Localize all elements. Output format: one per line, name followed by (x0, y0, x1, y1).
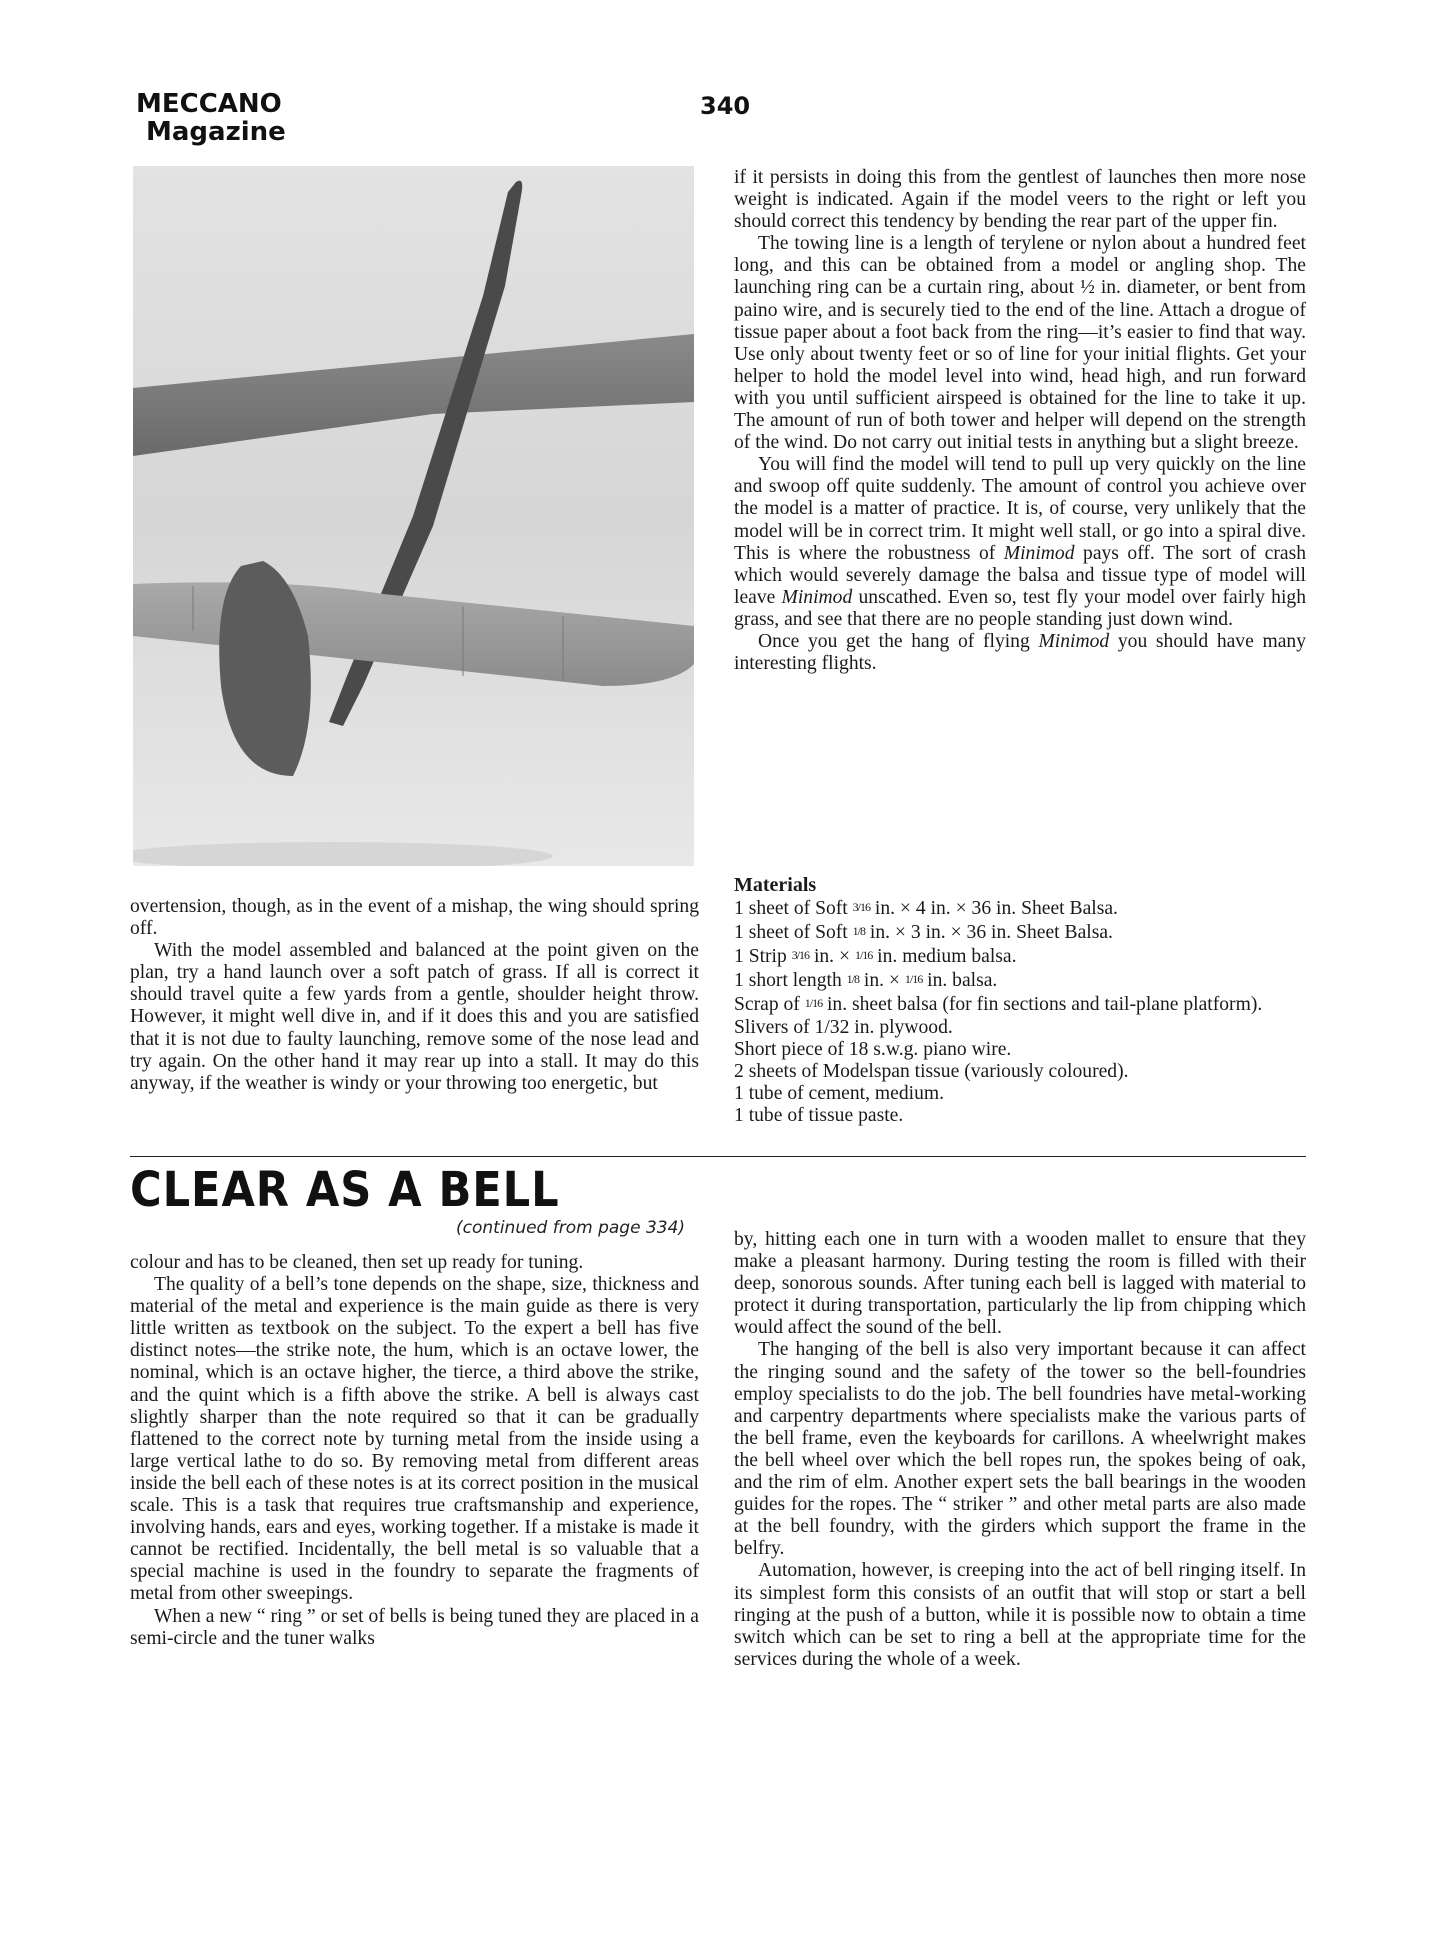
article-left-bottom (130, 1252, 699, 1650)
materials-items (734, 896, 1324, 1127)
text-run: 1 tube of cement, medium. (734, 1082, 945, 1104)
text-run: in. sheet balsa (for fin sections and tail-plane platform). (822, 994, 1263, 1016)
text-run: 1 Strip (734, 946, 792, 968)
masthead-subtitle: Magazine (146, 117, 286, 147)
materials-item (734, 1061, 1324, 1083)
materials-item (734, 1017, 1324, 1039)
paragraph (734, 454, 1306, 631)
text-run: 1 tube of tissue paste. (734, 1104, 904, 1126)
article-left-top (130, 896, 699, 1095)
masthead (136, 90, 286, 146)
fraction: 1/8 (846, 972, 859, 987)
materials-item (734, 920, 1324, 944)
paragraph: When a new “ ring ” or set of bells is being tuned they are placed in a semi-circle and the tuner walks (130, 1605, 699, 1649)
materials-item (734, 896, 1324, 920)
materials-item (734, 968, 1324, 992)
model-name: Minimod (1003, 542, 1075, 564)
paragraph: With the model assembled and balanced at the point given on the plan, try a hand launch over a soft patch of grass. If all is correct it should travel quite a few yards from a gentle, shoulder height throw. However, it might well dive in, and if it does this and you are satisfied that it is not due to faulty launching, remove some of the nose lead and try again. On the other hand it may rear up into a stall. It may do this anyway, if the weather is windy or your throwing too energetic, but (130, 940, 699, 1094)
model-name: Minimod (1038, 630, 1110, 652)
masthead-title: MECCANO (136, 89, 282, 119)
text-run: Once you get the hang of flying (758, 630, 1039, 652)
continued-note: (continued from page 334) (456, 1218, 686, 1238)
materials-item (734, 1105, 1324, 1127)
text-run: Scrap of (734, 994, 805, 1016)
materials-item (734, 992, 1324, 1016)
materials-item (734, 1083, 1324, 1105)
paragraph: colour and has to be cleaned, then set up ready for tuning. (130, 1252, 584, 1273)
fraction: 1/16 (904, 972, 923, 987)
materials-heading: Materials (734, 874, 817, 896)
text-run: 2 sheets of Modelspan tissue (variously coloured). (734, 1060, 1129, 1082)
model-name: Minimod (781, 586, 853, 608)
paragraph: The towing line is a length of terylene or nylon about a hundred feet long, and this can be obtained from a model or angling shop. The launching ring can be a curtain ring, about ½ in. diameter, or bent from paino wire, and is securely tied to the end of the line. Attach a drogue of tissue paper about a foot back from the ring—it’s easier to find that way. Use only about twenty feet or so of line for your initial flights. Get your helper to hold the model level into wind, head high, and run forward with you until sufficient airspeed is obtained for the line to take it up. The amount of run of both tower and helper will depend on the strength of the wind. Do not carry out initial tests in anything but a slight breeze. (734, 233, 1306, 454)
materials-item (734, 1039, 1324, 1061)
materials-item (734, 944, 1324, 968)
text-run: 1 short length (734, 970, 847, 992)
fraction: 1/16 (804, 996, 823, 1011)
fraction: 3/16 (791, 948, 810, 963)
text-run: in. balsa. (922, 970, 998, 992)
page-number: 340 (700, 92, 751, 120)
text-run: 1 sheet of Soft (734, 898, 853, 920)
fraction: 1/16 (854, 948, 873, 963)
text-run: you should have many interesting flights. (734, 630, 1306, 675)
text-run: in. medium balsa. (872, 946, 1017, 968)
paragraph: The quality of a bell’s tone depends on the shape, size, thickness and material of the metal and experience is the main guide as there is very little written as textbook on the subject. To the expert a bell has five distinct notes—the strike note, the hum, which is an octave lower, the nominal, which is an octave higher, the tierce, a third above the strike, and the quint which is a fifth above the strike. A bell is always cast slightly sharper than the note required so that it can be gradually flattened to the correct note by turning metal from the inside using a large vertical lathe to do so. By removing metal from different areas inside the bell each of these notes is at its correct position in the musical scale. This is a task that requires true craftsmanship and experience, involving hands, ears and eyes, working together. If a mistake is made it cannot be rectified. Incidentally, the bell metal is so valuable that a special machine is used in the foundry to separate the fragments of metal from other sweepings. (130, 1274, 699, 1605)
article-headline: CLEAR AS A BELL (130, 1162, 560, 1218)
text-run: in. × 4 in. × 36 in. Sheet Balsa. (869, 898, 1118, 920)
materials-list (734, 874, 1324, 1127)
text-run: Short piece of 18 s.w.g. piano wire. (734, 1038, 1012, 1060)
text-run: in. × (809, 946, 855, 968)
article-right-top (734, 167, 1306, 675)
paragraph: if it persists in doing this from the gentlest of launches then more nose weight is indicated. Again if the model veers to the right or left you should correct this tendency by bending the rear part of the upper fin. (734, 167, 1306, 233)
text-run: unscathed. Even so, test fly your model over fairly high grass, and see that there are no people standing just down wind. (734, 586, 1306, 630)
paragraph (734, 631, 1306, 675)
paragraph: Automation, however, is creeping into the act of bell ringing itself. In its simplest form this consists of an outfit that will stop or start a bell ringing at the push of a button, while it is possible now to obtain a time switch which can be set to ring a bell at the appropriate time for the services during the whole of a week. (734, 1560, 1306, 1670)
paragraph: overtension, though, as in the event of a mishap, the wing should spring off. (130, 896, 699, 940)
fraction: 1/8 (852, 924, 865, 939)
section-divider (130, 1156, 1306, 1157)
paragraph: by, hitting each one in turn with a wooden mallet to ensure that they make a pleasant harmony. During testing the room is filled with their deep, sonorous sounds. After tuning each bell is lagged with material to protect it during transportation, particularly the lip from chipping which would affect the sound of the bell. (734, 1229, 1306, 1339)
text-run: 1 sheet of Soft (734, 922, 853, 944)
text-run: You will find the model will tend to pull up very quickly on the line and swoop off quite suddenly. The amount of control you achieve over the model is a matter of practice. It is, of course, very unlikely that the model will be in correct trim. It might well stall, or go into a spiral dive. This is where the robustness of (734, 454, 1306, 564)
paragraph: The hanging of the bell is also very important because it can affect the ringing sound and the safety of the tower so the bell-foundries employ specialists to do the job. The bell foundries have metal-working and carpentry departments where specialists make the various parts of the bell frame, even the keyboards for carillons. A wheelwright makes the bell wheel over which the bell ropes run, the spokes being of oak, and the rim of elm. Another expert sets the ball bearings in the wooden guides for the ropes. The “ striker ” and other metal parts are also made at the bell foundry, with the girders which support the frame in the belfry. (734, 1339, 1306, 1560)
glider-photo (133, 166, 694, 866)
glider-photo-image (133, 166, 694, 866)
text-run: in. × 3 in. × 36 in. Sheet Balsa. (864, 922, 1113, 944)
fraction: 3/16 (852, 900, 870, 915)
text-run: Slivers of 1/32 in. plywood. (734, 1016, 953, 1038)
article-right-bottom (734, 1229, 1306, 1671)
text-run: in. × (859, 970, 905, 992)
text-run: pays off. The sort of crash which would severely damage the balsa and tissue type of model will leave (734, 542, 1306, 608)
